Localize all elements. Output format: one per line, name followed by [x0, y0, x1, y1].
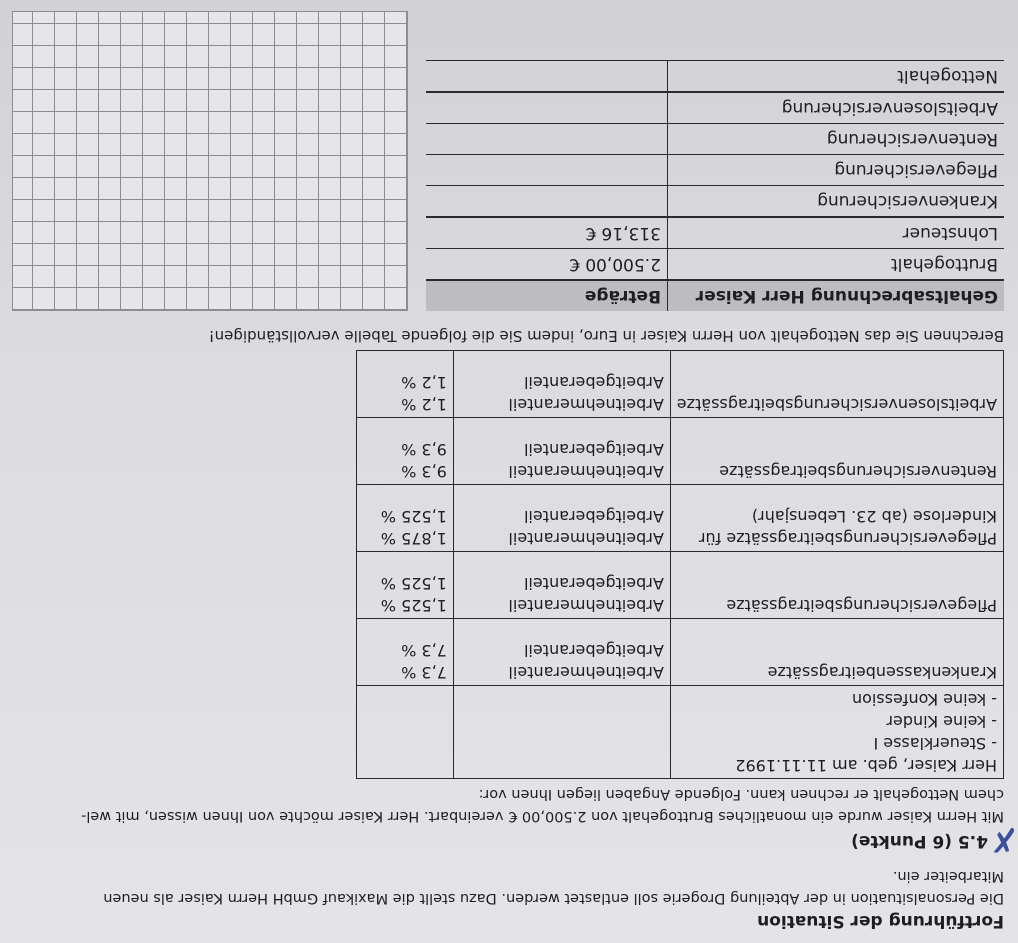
person-name: Herr Kaiser, geb. am 11.11.1992	[735, 756, 997, 775]
rate-values	[357, 351, 454, 418]
rate-values	[357, 619, 454, 686]
rate-label	[670, 552, 1003, 619]
rate-shares	[453, 552, 670, 619]
rate-values	[357, 485, 454, 552]
employer-share-label: Arbeitgeberanteil	[524, 574, 664, 593]
rate-label-text: Pflegeversicherungsbeitragssätze	[726, 596, 997, 615]
rate-row	[357, 418, 1004, 485]
employer-rate: 1,525 %	[380, 574, 447, 593]
rate-label	[670, 418, 1003, 485]
empty-cell	[453, 686, 670, 779]
payroll-amount[interactable]	[426, 61, 667, 93]
payroll-row	[426, 186, 1004, 218]
payroll-label: Krankenversicherung	[667, 186, 1004, 218]
payroll-table	[426, 60, 1004, 311]
person-detail: - keine Kinder	[886, 712, 997, 731]
person-info	[670, 686, 1003, 779]
rate-row	[357, 552, 1004, 619]
intro-line: Mitarbeiter ein.	[892, 868, 1004, 884]
employee-share-label: Arbeitnehmeranteil	[508, 663, 664, 682]
task-number: 4.5 (6 Punkte)	[851, 831, 988, 851]
rate-values	[357, 552, 454, 619]
payroll-amount[interactable]	[426, 186, 667, 218]
payroll-amount[interactable]: 313,16 €	[426, 217, 667, 249]
payroll-label: Lohnsteuer	[667, 217, 1004, 249]
payroll-row	[426, 217, 1004, 249]
payroll-label: Nettogehalt	[667, 61, 1004, 93]
rate-label	[670, 351, 1003, 418]
person-detail: - keine Konfession	[851, 690, 997, 709]
rate-shares	[453, 418, 670, 485]
rate-shares	[453, 485, 670, 552]
payroll-amount[interactable]	[426, 92, 667, 124]
employer-rate: 1,525 %	[380, 507, 447, 526]
payroll-row	[426, 124, 1004, 155]
payroll-header-label: Gehaltsabrechnung Herr Kaiser	[667, 280, 1004, 311]
employee-rate: 1,525 %	[380, 596, 447, 615]
payroll-header-row	[426, 280, 1004, 311]
payroll-row	[426, 249, 1004, 281]
intro-line: Die Personalsituation in der Abteilung Drogerie soll entlastet werden. Dazu stellt die Maxikauf GmbH Herrn Kaiser als neuen	[103, 890, 1004, 906]
employer-share-label: Arbeitgeberanteil	[524, 440, 664, 459]
rates-table	[356, 350, 1004, 779]
rate-values	[357, 418, 454, 485]
employer-share-label: Arbeitgeberanteil	[524, 641, 664, 660]
rate-label-text: Krankenkassenbeitragssätze	[767, 663, 997, 682]
rate-row	[357, 619, 1004, 686]
section-title: Fortführung der Situation	[757, 911, 1004, 931]
rate-label	[670, 485, 1003, 552]
rate-row	[357, 485, 1004, 552]
payroll-label: Rentenversicherung	[667, 124, 1004, 155]
employee-rate: 7,3 %	[401, 663, 447, 682]
payroll-header-value: Beträge	[426, 280, 667, 311]
payroll-label: Arbeitslosenversicherung	[667, 92, 1004, 124]
employee-share-label: Arbeitnehmeranteil	[508, 529, 664, 548]
rate-label-text: Rentenversicherungsbeitragssätze	[719, 462, 997, 481]
employer-share-label: Arbeitgeberanteil	[524, 373, 664, 392]
intro-paragraph	[14, 865, 1004, 909]
task-paragraph	[14, 783, 1004, 827]
employee-rate: 9,3 %	[401, 462, 447, 481]
payroll-label: Pflegeversicherung	[667, 155, 1004, 186]
instruction-text: Berechnen Sie das Nettogehalt von Herrn Kaiser in Euro, indem Sie die folgende Tabelle vervollständigen!	[208, 327, 1004, 345]
rate-label-text: Kinderlose (ab 23. Lebensjahr)	[751, 507, 997, 526]
payroll-row	[426, 92, 1004, 124]
employer-share-label: Arbeitgeberanteil	[524, 507, 664, 526]
employer-rate: 9,3 %	[401, 440, 447, 459]
task-line: chem Nettogehalt er rechnen kann. Folgende Angaben liegen Ihnen vor:	[478, 786, 1004, 802]
empty-cell	[357, 686, 454, 779]
rate-shares	[453, 351, 670, 418]
grid-paper-area	[12, 11, 408, 311]
person-detail: - Steuerklasse I	[873, 734, 997, 753]
rate-shares	[453, 619, 670, 686]
payroll-amount[interactable]	[426, 155, 667, 186]
payroll-amount[interactable]: 2.500,00 €	[426, 249, 667, 281]
payroll-amount[interactable]	[426, 124, 667, 155]
task-line: Mit Herrn Kaiser wurde ein monatliches Bruttogehalt von 2.500,00 € vereinbart. Herr Kaiser möchte von Ihnen wissen, mit wel-	[81, 808, 1004, 824]
payroll-row	[426, 61, 1004, 93]
employer-rate: 1,2 %	[401, 373, 447, 392]
rate-label-text: Pflegeversicherungsbeitragssätze für	[698, 529, 997, 548]
payroll-row	[426, 155, 1004, 186]
employee-rate: 1,875 %	[380, 529, 447, 548]
rate-label-text: Arbeitslosenversicherungsbeitragssätze	[676, 395, 997, 414]
employee-share-label: Arbeitnehmeranteil	[508, 395, 664, 414]
person-row	[357, 686, 1004, 779]
employee-rate: 1,2 %	[401, 395, 447, 414]
employee-share-label: Arbeitnehmeranteil	[508, 596, 664, 615]
rate-label	[670, 619, 1003, 686]
payroll-label: Bruttogehalt	[667, 249, 1004, 281]
handwritten-check-mark: ✗	[989, 819, 1018, 859]
employer-rate: 7,3 %	[401, 641, 447, 660]
rate-row	[357, 351, 1004, 418]
employee-share-label: Arbeitnehmeranteil	[508, 462, 664, 481]
